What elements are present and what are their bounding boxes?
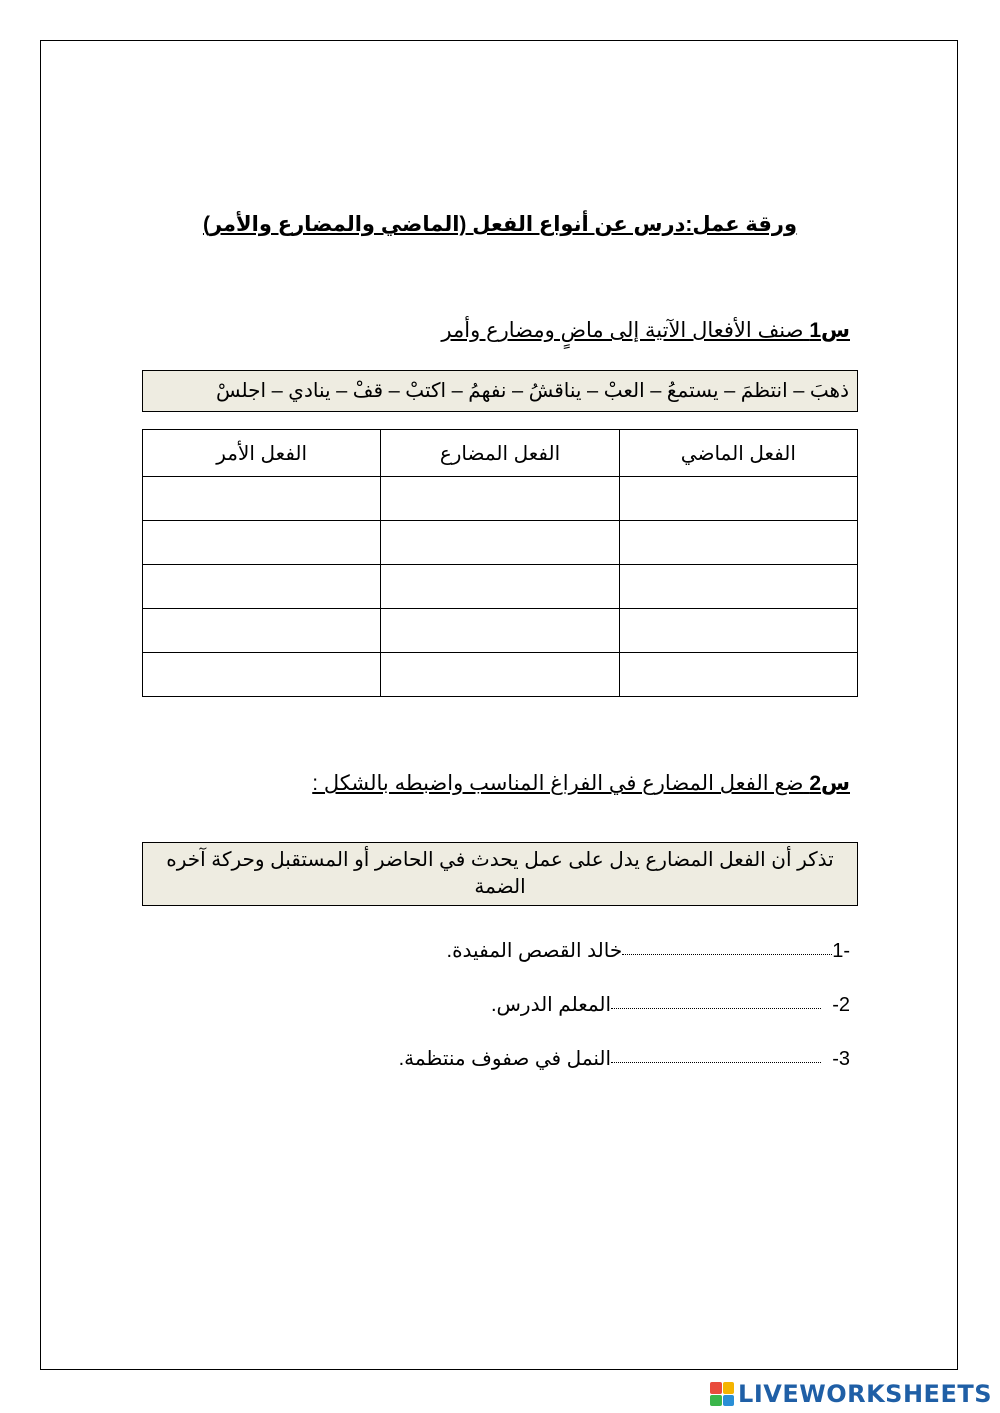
table-row — [143, 653, 858, 697]
fill-item-number: 3- — [832, 1048, 850, 1070]
table-row — [143, 521, 858, 565]
answer-cell[interactable] — [619, 565, 857, 609]
answer-cell[interactable] — [619, 521, 857, 565]
table-row — [143, 609, 858, 653]
answer-cell[interactable] — [619, 653, 857, 697]
question-1-instruction: صنف الأفعال الآتية إلى ماضٍ ومضارع وأمر — [441, 319, 804, 342]
question-2-instruction: ضع الفعل المضارع في الفراغ المناسب واضبطه بالشكل : — [312, 772, 804, 795]
verb-classification-table — [142, 429, 858, 697]
answer-cell[interactable] — [143, 565, 381, 609]
header-past-verb: الفعل الماضي — [619, 430, 857, 477]
answer-cell[interactable] — [143, 609, 381, 653]
answer-cell[interactable] — [143, 521, 381, 565]
fill-item-text: النمل في صفوف منتظمة. — [398, 1048, 612, 1070]
worksheet-title: ورقة عمل:درس عن أنواع الفعل (الماضي والمضارع والأمر) — [202, 213, 798, 236]
answer-cell[interactable] — [143, 477, 381, 521]
fill-item-number: 2- — [832, 994, 850, 1016]
header-present-verb: الفعل المضارع — [381, 430, 619, 477]
reminder-note: تذكر أن الفعل المضارع يدل على عمل يحدث في الحاضر أو المستقبل وحركة آخره الضمة — [142, 842, 858, 906]
fill-item-1 — [300, 938, 850, 963]
answer-cell[interactable] — [143, 653, 381, 697]
fill-item-number: -1 — [832, 940, 850, 962]
table-header-row — [143, 430, 858, 477]
blank-field[interactable] — [622, 953, 832, 955]
fill-item-text: خالد القصص المفيدة. — [446, 940, 623, 962]
blank-field[interactable] — [611, 1007, 821, 1009]
question-1-number: س1 — [809, 319, 850, 342]
word-bank: ذهبَ – انتظمَ – يستمعُ – العبْ – يناقشُ – نفهمُ – اكتبْ – قفْ – ينادي – اجلسْ — [142, 370, 858, 412]
answer-cell[interactable] — [381, 565, 619, 609]
question-1-heading — [142, 318, 850, 343]
fill-item-text: المعلم الدرس. — [490, 994, 612, 1016]
answer-cell[interactable] — [381, 653, 619, 697]
fill-item-3 — [300, 1046, 850, 1071]
answer-cell[interactable] — [381, 609, 619, 653]
blank-field[interactable] — [611, 1061, 821, 1063]
answer-cell[interactable] — [381, 477, 619, 521]
question-2-number: س2 — [809, 772, 850, 795]
answer-cell[interactable] — [381, 521, 619, 565]
fill-item-2 — [300, 992, 850, 1017]
question-2-heading — [142, 771, 850, 796]
header-imperative-verb: الفعل الأمر — [143, 430, 381, 477]
page-border — [40, 40, 958, 1370]
brand-name: LIVEWORKSHEETS — [738, 1380, 992, 1408]
table-row — [143, 477, 858, 521]
answer-cell[interactable] — [619, 477, 857, 521]
liveworksheets-logo-icon — [710, 1382, 734, 1406]
table-row — [143, 565, 858, 609]
liveworksheets-branding — [710, 1379, 992, 1409]
answer-cell[interactable] — [619, 609, 857, 653]
